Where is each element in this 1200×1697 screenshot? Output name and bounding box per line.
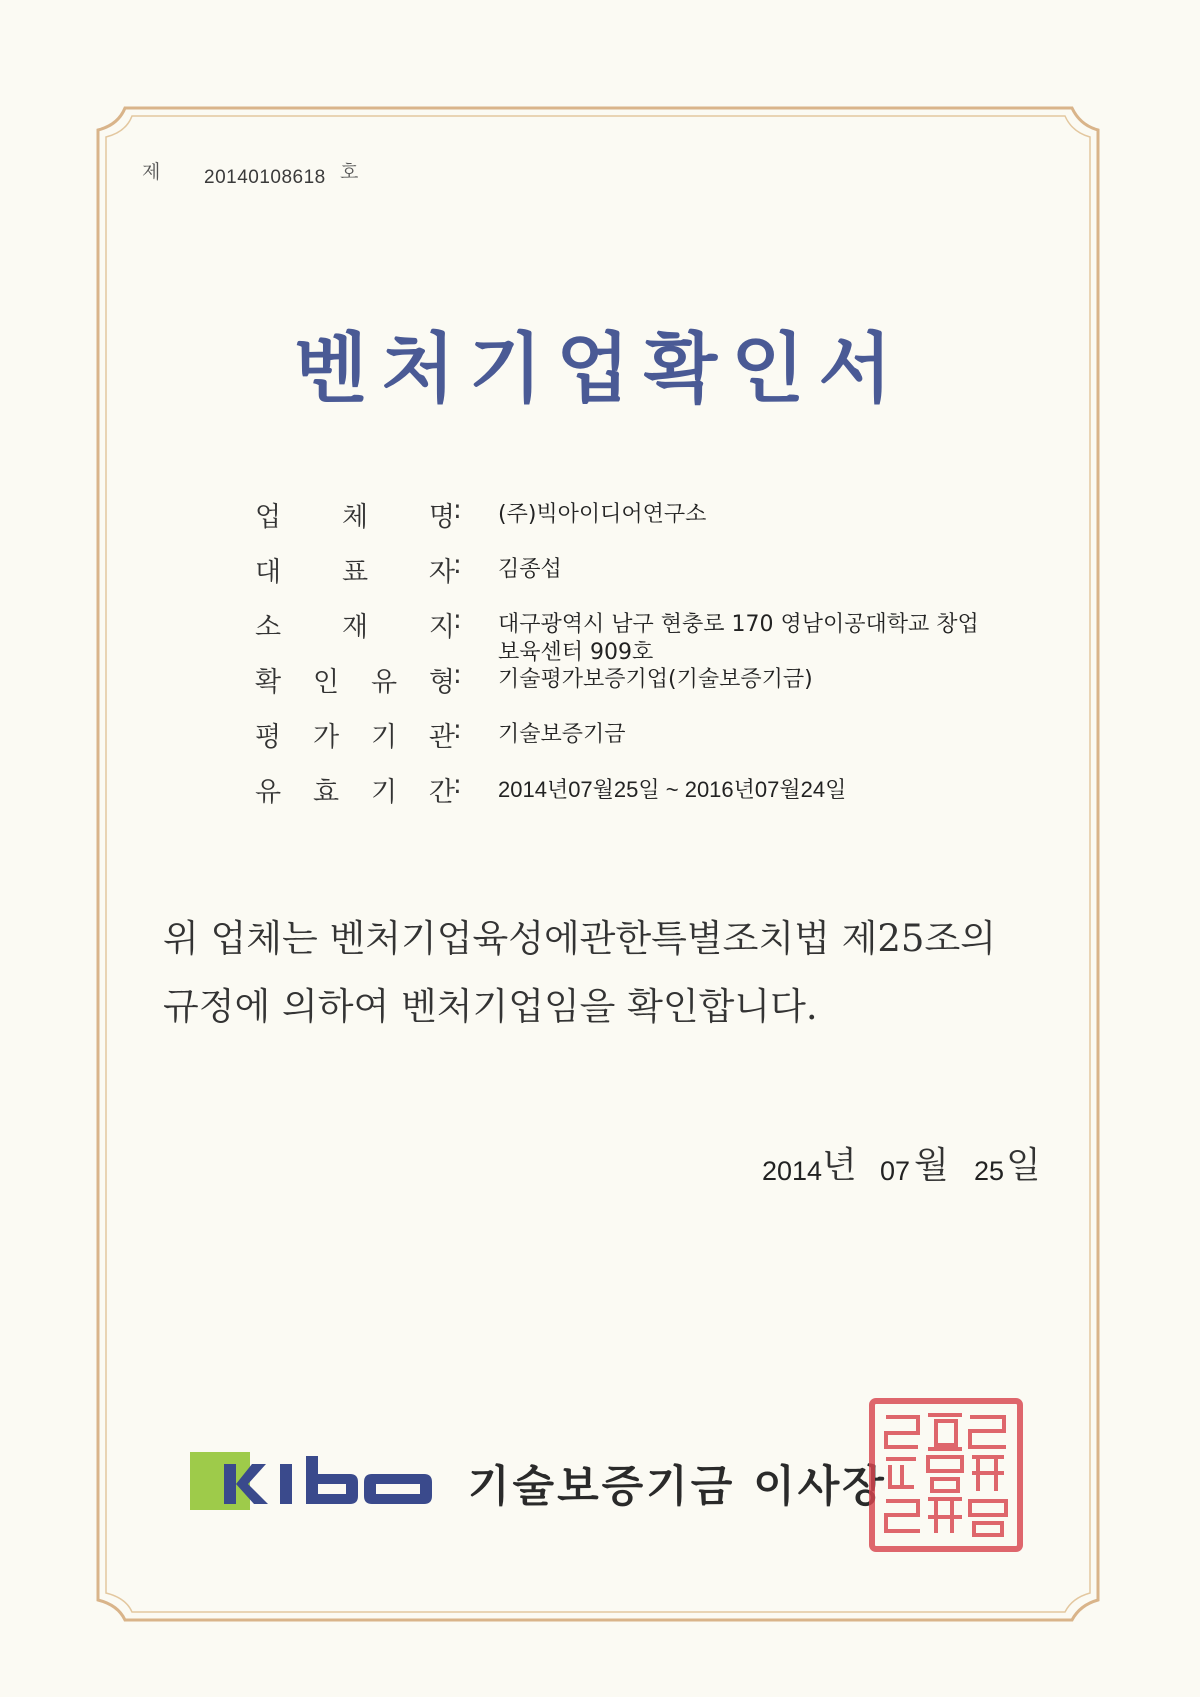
issue-year-unit: 년 — [822, 1145, 857, 1186]
issue-month: 07 — [880, 1156, 911, 1186]
field-label: 대 표 자 — [255, 557, 455, 588]
official-seal — [866, 1395, 1026, 1555]
statement-line-1: 위 업체는 벤처기업육성에관한특별조치법 제25조의 — [163, 917, 996, 960]
certificate-number-value: 20140108618 — [204, 167, 326, 188]
field-colon: : — [453, 660, 462, 690]
field-colon: : — [453, 715, 462, 745]
issue-month-unit: 월 — [914, 1145, 949, 1186]
certificate-number-suffix: 호 — [340, 161, 359, 183]
field-value: 기술보증기금 — [498, 722, 626, 747]
certificate-number-prefix: 제 — [142, 161, 161, 183]
field-label: 확 인 유 형 — [255, 667, 455, 698]
kibo-logo — [190, 1448, 440, 1514]
issuer-name: 기술보증기금 이사장 — [468, 1462, 887, 1512]
field-colon: : — [453, 550, 462, 580]
confirmation-statement — [163, 905, 1063, 1041]
issue-year: 2014 — [762, 1156, 823, 1186]
field-value: 기술평가보증기업(기술보증기금) — [498, 667, 813, 692]
field-colon: : — [453, 495, 462, 525]
field-value: 2014년07월25일 ~ 2016년07월24일 — [498, 777, 847, 802]
field-label: 소 재 지 — [255, 612, 455, 643]
issue-date — [762, 1137, 1042, 1197]
field-value-line2: 보육센터 909호 — [498, 640, 654, 665]
issue-day: 25 — [974, 1156, 1005, 1186]
field-colon: : — [453, 605, 462, 635]
field-value: 김종섭 — [498, 557, 562, 582]
field-value: 대구광역시 남구 현충로 170 영남이공대학교 창업 — [498, 612, 979, 637]
field-label: 업 체 명 — [255, 502, 455, 533]
document-title: 벤처기업확인서 — [294, 324, 906, 413]
statement-line-2: 규정에 의하여 벤처기업임을 확인합니다. — [163, 985, 818, 1028]
issue-day-unit: 일 — [1006, 1145, 1041, 1186]
field-value: (주)빅아이디어연구소 — [498, 502, 707, 527]
field-label: 평 가 기 관 — [255, 722, 455, 753]
field-label: 유 효 기 간 — [255, 777, 455, 808]
field-colon: : — [453, 770, 462, 800]
